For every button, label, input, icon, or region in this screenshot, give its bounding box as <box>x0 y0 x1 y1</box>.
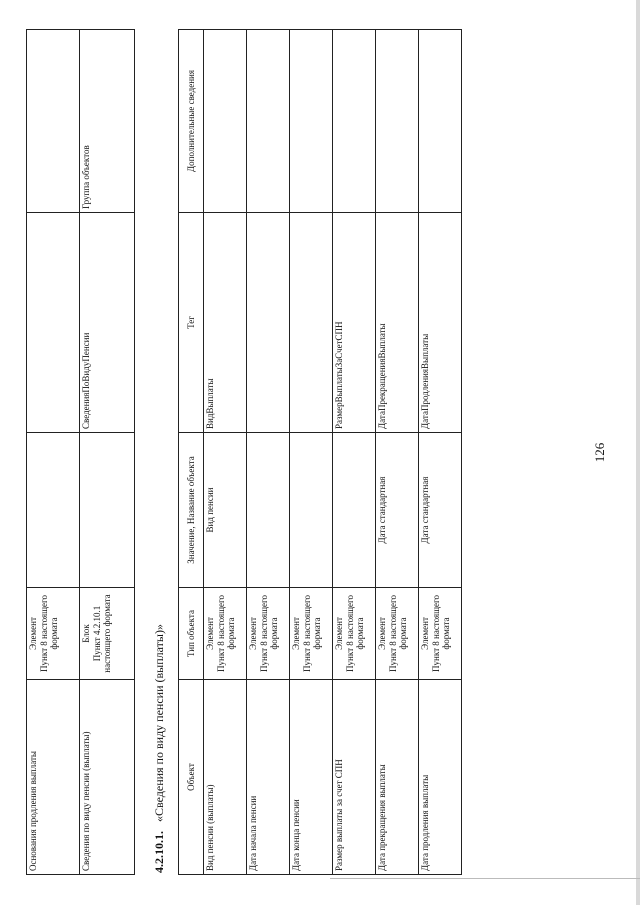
section-number: 4.2.10.1. <box>152 831 166 873</box>
cell-object: Дата начала пенсии <box>247 680 290 875</box>
cell-type: Элемент Пункт 8 настоящего формата <box>290 588 333 680</box>
table-row <box>204 30 247 875</box>
pension-info-table <box>178 29 462 875</box>
cell-value: Вид пенсии <box>204 433 247 588</box>
cell-extra <box>333 30 376 213</box>
cell-extra <box>204 30 247 213</box>
table-row <box>419 30 462 875</box>
cell-type: Элемент Пункт 8 настоящего формата <box>333 588 376 680</box>
cell-object: Дата прекращения выплаты <box>376 680 419 875</box>
table-row <box>376 30 419 875</box>
cell-type: Блок Пункт 4.2.10.1 настоящего формата <box>80 588 135 680</box>
cell-extra <box>419 30 462 213</box>
cell-type: Элемент Пункт 8 настоящего формата <box>247 588 290 680</box>
section-heading <box>152 624 167 873</box>
cell-value: Дата стандартная <box>419 433 462 588</box>
cell-object: Дата конца пенсии <box>290 680 333 875</box>
cell-value: Дата стандартная <box>376 433 419 588</box>
cell-object: Размер выплаты за счет СПН <box>333 680 376 875</box>
cell-tag: СведенияПоВидуПенсии <box>80 213 135 433</box>
cell-type: Элемент Пункт 8 настоящего формата <box>27 588 80 680</box>
table-row <box>290 30 333 875</box>
cell-object: Вид пенсии (выплаты) <box>204 680 247 875</box>
cell-value <box>333 433 376 588</box>
header-value: Значение, Название объекта <box>179 433 204 588</box>
cell-tag <box>247 213 290 433</box>
cell-object: Сведения по виду пенсии (выплаты) <box>80 680 135 875</box>
cell-extra: Группа объектов <box>80 30 135 213</box>
cell-value <box>27 433 80 588</box>
table-row <box>247 30 290 875</box>
cell-tag <box>27 213 80 433</box>
cell-extra <box>376 30 419 213</box>
cell-object: Основания продления выплаты <box>27 680 80 875</box>
cell-extra <box>27 30 80 213</box>
cell-extra <box>290 30 333 213</box>
cell-tag: ДатаПрекращенияВыплаты <box>376 213 419 433</box>
cell-value <box>80 433 135 588</box>
table-row <box>27 30 80 875</box>
table-header-row <box>179 30 204 875</box>
header-type: Тип объекта <box>179 588 204 680</box>
header-extra: Дополнительные сведения <box>179 30 204 213</box>
cell-object: Дата продления выплаты <box>419 680 462 875</box>
header-tag: Тег <box>179 213 204 433</box>
cell-value <box>247 433 290 588</box>
section-title: «Сведения по виду пенсии (выплаты)» <box>152 624 166 822</box>
page-number: 126 <box>592 442 607 463</box>
table-row <box>333 30 376 875</box>
cell-tag: РазмерВыплатыЗаСчетСПН <box>333 213 376 433</box>
cell-extra <box>247 30 290 213</box>
cell-type: Элемент Пункт 8 настоящего формата <box>376 588 419 680</box>
cell-value <box>290 433 333 588</box>
continuation-table <box>26 29 135 875</box>
cell-tag: ДатаПродленияВыплаты <box>419 213 462 433</box>
table-row <box>80 30 135 875</box>
cell-tag <box>290 213 333 433</box>
cell-tag: ВидВыплаты <box>204 213 247 433</box>
cell-type: Элемент Пункт 8 настоящего формата <box>419 588 462 680</box>
header-object: Объект <box>179 680 204 875</box>
cell-type: Элемент Пункт 8 настоящего формата <box>204 588 247 680</box>
